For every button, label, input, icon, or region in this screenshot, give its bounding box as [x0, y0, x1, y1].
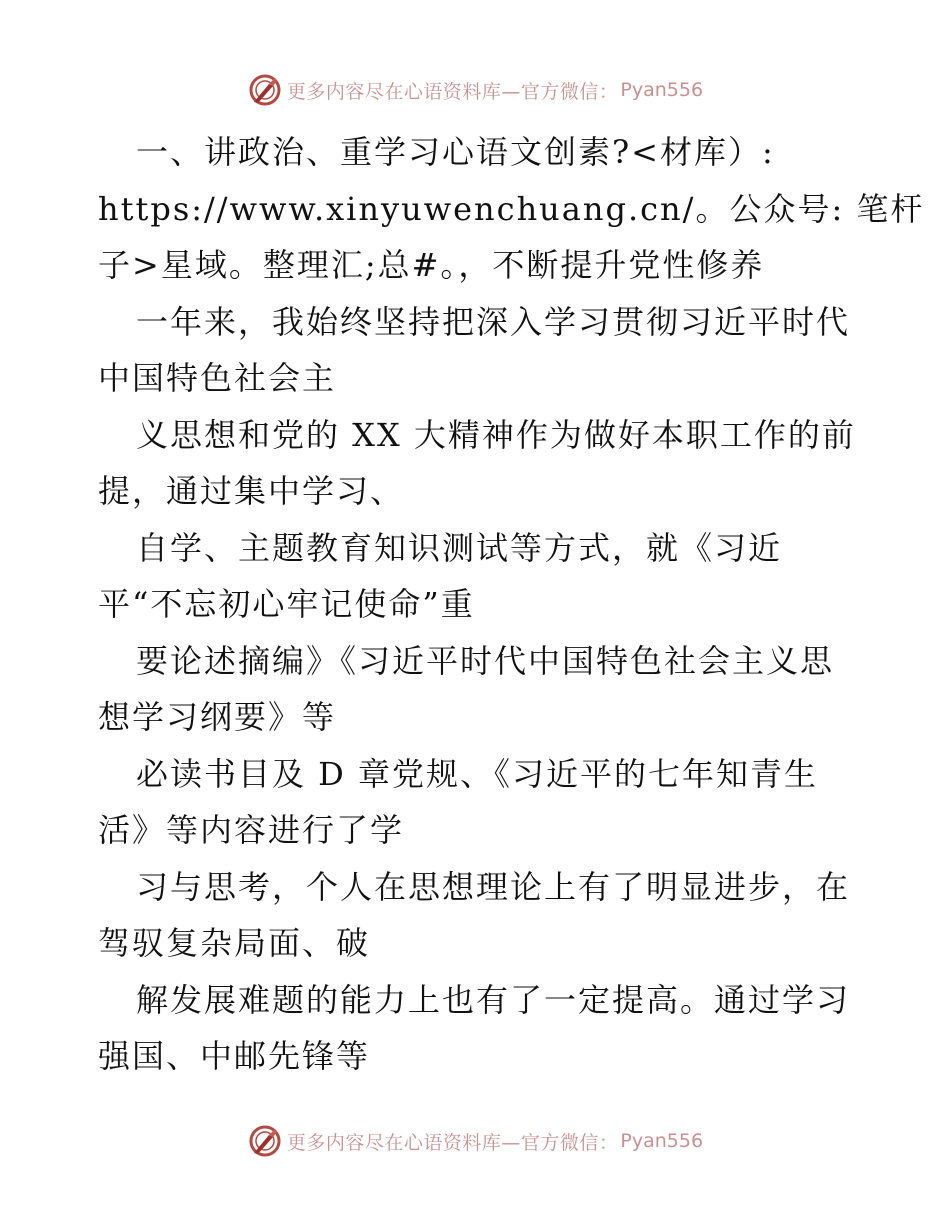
pen-logo-icon [247, 1123, 283, 1159]
text-line: 子>星域。整理汇;总#。，不断提升党性修养 [98, 246, 765, 284]
paragraph [98, 124, 925, 294]
watermark-text: 更多内容尽在心语资料库—官方微信： [286, 80, 619, 103]
paragraph [98, 520, 858, 633]
text-line: 自学、主题教育知识测试等方式，就《习近 [136, 528, 783, 567]
pen-logo-icon [247, 72, 283, 108]
paragraph [98, 407, 858, 520]
text-line: 要论述摘编》《习近平时代中国特色社会主义思 [136, 641, 835, 680]
paragraph [98, 859, 858, 972]
text-line: 一、讲政治、重学习心语文创素?<材库）: [136, 133, 775, 171]
document-body [98, 124, 925, 1085]
text-line: 想学习纲要》等 [98, 698, 337, 736]
text-line: 活》等内容进行了学 [98, 811, 405, 849]
text-line: 一年来，我始终坚持把深入学习贯彻习近平时代 [136, 302, 851, 341]
text-line: 习与思考，个人在思想理论上有了明显进步，在 [136, 867, 851, 906]
watermark-wechat-id: Pyan556 [620, 79, 704, 101]
text-line: 义思想和党的 XX 大精神作为做好本职工作的前 [136, 415, 856, 454]
text-line: 平“不忘初心牢记使命”重 [98, 585, 475, 623]
footer-watermark [0, 1121, 950, 1161]
paragraph [98, 746, 858, 859]
text-line: 中国特色社会主 [98, 359, 337, 397]
watermark-wechat-id: Pyan556 [620, 1130, 704, 1152]
text-line: 强国、中邮先锋等 [98, 1037, 371, 1075]
paragraph [98, 972, 858, 1085]
text-line: 必读书目及 D 章党规、《习近平的七年知青生 [136, 754, 819, 793]
text-line: 解发展难题的能力上也有了一定提高。通过学习 [136, 980, 851, 1019]
text-line: https://www.xinyuwenchuang.cn/。公众号: 笔杆 [98, 189, 925, 228]
text-line: 驾驭复杂局面、破 [98, 924, 371, 962]
text-line: 提，通过集中学习、 [98, 472, 405, 510]
paragraph [98, 294, 858, 407]
header-watermark [0, 70, 950, 110]
watermark-text: 更多内容尽在心语资料库—官方微信： [286, 1131, 619, 1154]
paragraph [98, 633, 858, 746]
